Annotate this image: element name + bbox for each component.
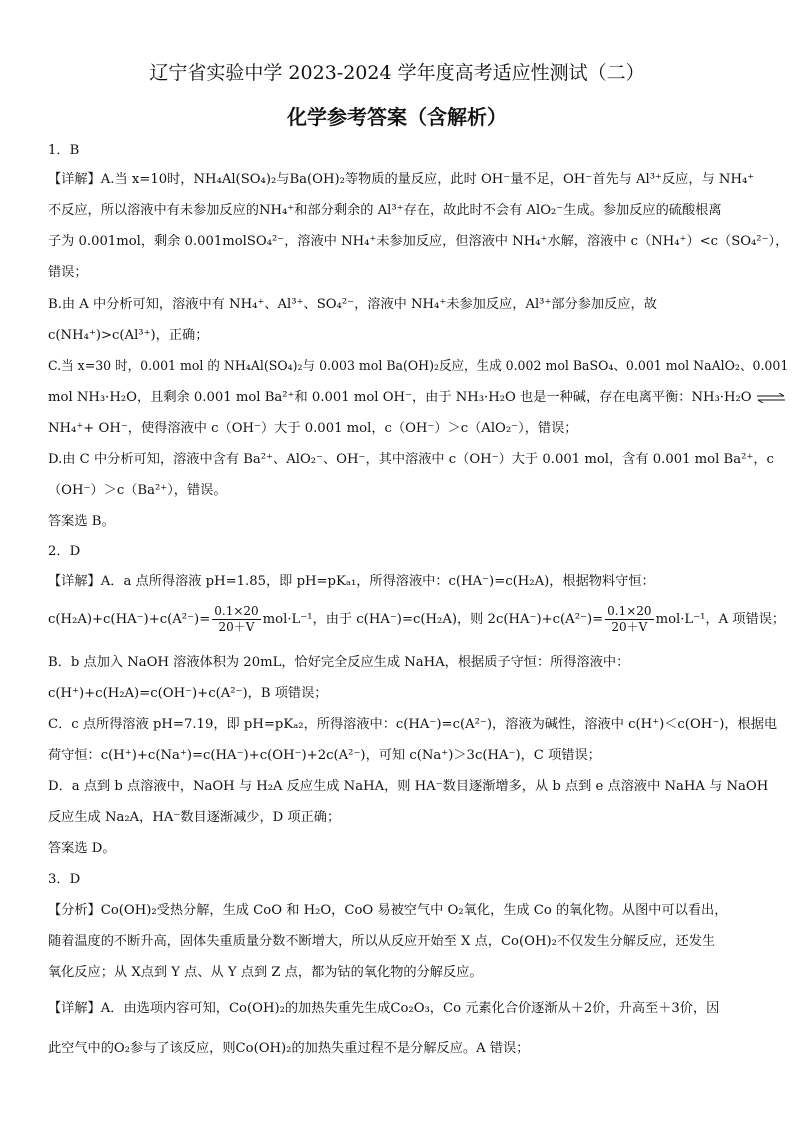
fraction-denominator: 20＋V: [611, 620, 648, 634]
q2-line: 荷守恒：c(H⁺)+c(Na⁺)=c(HA⁻)+c(OH⁻)+2c(A²⁻)，可知 c(Na⁺)＞3c(HA⁻)，C 项错误；: [48, 748, 601, 763]
q1-line-text: mol NH₃·H₂O，且剩余 0.001 mol Ba²⁺和 0.001 mol OH⁻，由于 NH₃·H₂O 也是一种碱，存在电离平衡：NH₃·H₂O: [48, 390, 752, 405]
q2-line: B．b 点加入 NaOH 溶液体积为 20mL，恰好完全反应生成 NaHA，根据质子守恒：所得溶液中：: [48, 655, 630, 670]
q2-formula-right: mol·L⁻¹，A 项错误；: [655, 612, 786, 627]
q2-line: 反应生成 Na₂A，HA⁻数目逐渐减少，D 项正确；: [48, 810, 341, 825]
q2-formula-left: c(H₂A)+c(HA⁻)+c(A²⁻)=: [48, 612, 211, 627]
q3-line: 【分析】Co(OH)₂受热分解，生成 CoO 和 H₂O，CoO 易被空气中 O₂氧化，生成 Co 的氧化物。从图中可以看出，: [48, 903, 728, 918]
document-subtitle: 化学参考答案（含解析）: [287, 105, 507, 129]
q1-line: c(NH₄⁺)>c(Al³⁺)，正确；: [48, 328, 209, 343]
q2-line: C．c 点所得溶液 pH=7.19，即 pH=pKₐ₂，所得溶液中：c(HA⁻)=c(A²⁻)，溶液为碱性，溶液中 c(H⁺)＜c(OH⁻)，根据电: [48, 717, 778, 732]
q1-line: 子为 0.001mol，剩余 0.001molSO₄²⁻，溶液中 NH₄⁺未参加反应，但溶液中 NH₄⁺水解，溶液中 c（NH₄⁺）<c（SO₄²⁻），: [48, 234, 789, 249]
q2-number: 2．D: [48, 544, 81, 559]
q1-line: 不反应，所以溶液中有未参加反应的NH₄⁺和部分剩余的 Al³⁺存在，故此时不会有 AlO₂⁻生成。参加反应的硫酸根离: [48, 203, 722, 218]
fraction-numerator: 0.1×20: [607, 604, 652, 618]
q2-answer: 答案选 D。: [48, 841, 116, 856]
fraction: [212, 604, 260, 635]
q1-line: 【详解】A.当 x=10时，NH₄Al(SO₄)₂与Ba(OH)₂等物质的量反应，此时 OH⁻量不足，OH⁻首先与 Al³⁺反应，与 NH₄⁺: [48, 172, 755, 187]
q3-line: 【详解】A．由选项内容可知，Co(OH)₂的加热失重先生成Co₂O₃，Co 元素化合价逐渐从＋2价，升高至＋3价，因: [48, 1001, 720, 1016]
q3-number: 3．D: [48, 872, 81, 887]
q3-line: 随着温度的不断升高，固体失重质量分数不断增大，所以从反应开始至 X 点，Co(OH)₂不仅发生分解反应，还发生: [48, 934, 716, 949]
q1-line: （OH⁻）＞c（Ba²⁺），错误。: [48, 483, 227, 498]
fraction-numerator: 0.1×20: [214, 604, 259, 618]
q3-line: 氧化反应；从 X点到 Y 点、从 Y 点到 Z 点，都为钴的氧化物的分解反应。: [48, 965, 483, 980]
q2-formula-middle: mol·L⁻¹，由于 c(HA⁻)=c(H₂A)，则 2c(HA⁻)+c(A²⁻)=: [262, 612, 604, 627]
q1-line: D.由 C 中分析可知，溶液中含有 Ba²⁺、AlO₂⁻、OH⁻，其中溶液中 c（OH⁻）大于 0.001 mol，含有 0.001 mol Ba²⁺，c: [48, 452, 774, 467]
q1-line: NH₄⁺+ OH⁻，使得溶液中 c（OH⁻）大于 0.001 mol，c（OH⁻）＞c（AlO₂⁻），错误；: [48, 421, 578, 436]
q2-formula-line: [48, 600, 786, 640]
q2-line: D．a 点到 b 点溶液中，NaOH 与 H₂A 反应生成 NaHA，则 HA⁻数目逐渐增多，从 b 点到 e 点溶液中 NaHA 与 NaOH: [48, 779, 769, 794]
q1-answer: 答案选 B。: [48, 514, 115, 529]
fraction-denominator: 20＋V: [218, 620, 255, 634]
q2-line: 【详解】A．a 点所得溶液 pH=1.85，即 pH=pKₐ₁，所得溶液中：c(HA⁻)=c(H₂A)，根据物料守恒：: [48, 574, 655, 589]
equilibrium-arrow-icon: [756, 393, 786, 403]
q2-line: c(H⁺)+c(H₂A)=c(OH⁻)+c(A²⁻)，B 项错误；: [48, 686, 328, 701]
q1-number: 1．B: [48, 143, 80, 158]
document-title: 辽宁省实验中学 2023-2024 学年度高考适应性测试（二）: [149, 62, 645, 84]
q1-line: B.由 A 中分析可知，溶液中有 NH₄⁺、Al³⁺、SO₄²⁻，溶液中 NH₄⁺未参加反应，Al³⁺部分参加反应，故: [48, 297, 657, 312]
q3-line: 此空气中的O₂参与了该反应，则Co(OH)₂的加热失重过程不是分解反应。A 错误；: [48, 1041, 530, 1056]
q1-line: C.当 x=30 时，0.001 mol 的 NH₄Al(SO₄)₂与 0.003 mol Ba(OH)₂反应，生成 0.002 mol BaSO₄、0.001 mol NaAlO₂、0.001: [48, 359, 789, 374]
q1-line-with-arrow: [48, 389, 752, 407]
q1-line: 错误；: [48, 265, 88, 280]
fraction: [605, 604, 653, 635]
